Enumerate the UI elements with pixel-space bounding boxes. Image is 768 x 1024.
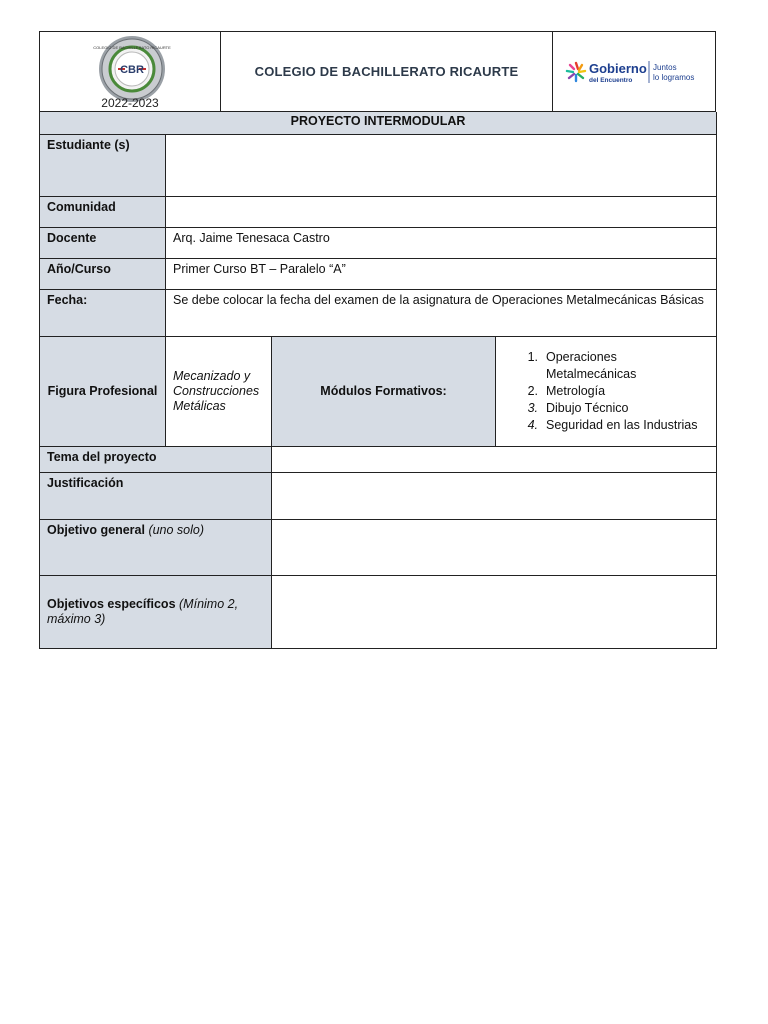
gov-slogan-1: Juntos (653, 62, 677, 72)
fecha-value: Se debe colocar la fecha del examen de la asignatura de Operaciones Metalmecánicas Básicas (166, 289, 717, 336)
row-figura-modulos (40, 336, 717, 446)
objetivo-general-label: Objetivo general (47, 522, 145, 537)
form-banner: PROYECTO INTERMODULAR (40, 112, 717, 134)
row-curso (40, 258, 717, 289)
row-comunidad (40, 196, 717, 227)
row-objetivos-especificos (40, 575, 717, 648)
tema-label: Tema del proyecto (40, 446, 272, 472)
objetivo-general-field[interactable] (272, 519, 717, 575)
modulo-item: 1. Operaciones Metalmecánicas (527, 349, 637, 381)
document-form (39, 31, 716, 649)
objetivos-especificos-field[interactable] (272, 575, 717, 648)
comunidad-field[interactable] (166, 196, 717, 227)
modulos-list-cell (496, 336, 717, 446)
government-logo-icon (564, 52, 704, 92)
comunidad-label: Comunidad (40, 196, 166, 227)
school-logo-cell (40, 32, 221, 111)
objetivo-general-note: (uno solo) (148, 522, 205, 537)
banner-row (40, 112, 717, 134)
figura-value: Mecanizado y Construcciones Metálicas (166, 336, 272, 446)
government-logo (553, 32, 715, 111)
school-name: COLEGIO DE BACHILLERATO RICAURTE (221, 32, 553, 111)
project-form-table (39, 112, 717, 649)
row-tema (40, 446, 717, 472)
header (39, 31, 716, 112)
school-year: 2022-2023 (101, 96, 159, 110)
docente-label: Docente (40, 227, 166, 258)
fecha-label: Fecha: (40, 289, 166, 336)
justificacion-label: Justificación (40, 472, 272, 519)
modulo-item: 4. Seguridad en las Industrias (527, 417, 698, 432)
seal-ring-text: COLEGIO DE BACHILLERATO RICAURTE (93, 45, 171, 50)
row-estudiante (40, 134, 717, 196)
curso-label: Año/Curso (40, 258, 166, 289)
row-fecha (40, 289, 717, 336)
row-justificacion (40, 472, 717, 519)
figura-label: Figura Profesional (40, 336, 166, 446)
seal-text: CBR (120, 64, 144, 76)
estudiante-field[interactable] (166, 134, 717, 196)
gov-slogan-2: lo logramos (653, 72, 695, 82)
row-objetivo-general (40, 519, 717, 575)
modulos-list (514, 349, 710, 434)
objetivo-general-label-cell (40, 519, 272, 575)
estudiante-label: Estudiante (s) (40, 134, 166, 196)
objetivos-especificos-label-cell (40, 575, 272, 648)
justificacion-field[interactable] (272, 472, 717, 519)
school-seal-icon (93, 35, 171, 103)
tema-field[interactable] (272, 446, 717, 472)
objetivos-especificos-label: Objetivos específicos (47, 596, 176, 611)
gov-logo-sub: del Encuentro (589, 76, 633, 84)
modulo-item: 2. Metrología (527, 383, 606, 398)
row-docente (40, 227, 717, 258)
curso-value: Primer Curso BT – Paralelo “A” (166, 258, 717, 289)
objetivos-especificos-note: (Mínimo 2, máximo 3) (47, 596, 239, 626)
modulos-label: Módulos Formativos: (272, 336, 496, 446)
docente-value: Arq. Jaime Tenesaca Castro (166, 227, 717, 258)
modulo-item: 3. Dibujo Técnico (527, 400, 629, 415)
gov-logo-main: Gobierno (589, 60, 647, 76)
